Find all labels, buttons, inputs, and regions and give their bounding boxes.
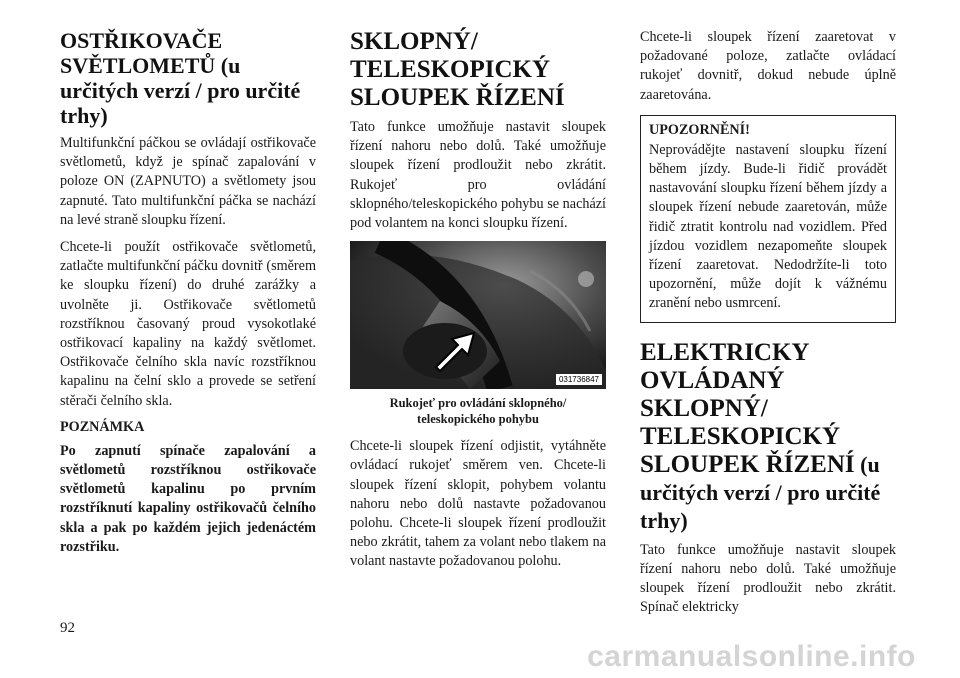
paragraph: Tato funkce umožňuje nastavit sloupek řízení nahoru nebo dolů. Také umožňuje sloupek řízení prodloužit nebo zkrátit. Spínač elektricky (640, 541, 896, 616)
steering-column-illustration (350, 241, 606, 389)
figure-caption: Rukojeť pro ovládání sklopného/ teleskopického pohybu (389, 396, 567, 427)
paragraph: Tato funkce umožňuje nastavit sloupek řízení nahoru nebo dolů. Také umožňuje sloupek řízení prodloužit nebo zkrátit. Rukojeť pro ovládání sklopného/teleskopického pohybu se nachází pod volantem na konci sloupku řízení. (350, 119, 606, 232)
page-number: 92 (60, 620, 75, 636)
note-title: POZNÁMKA (60, 418, 145, 435)
column-middle (350, 28, 606, 580)
section-heading-power-column (640, 339, 896, 535)
warning-title: UPOZORNĚNÍ! (649, 121, 750, 138)
heading-qualifier: (u určitých verzí / pro určité trhy) (640, 451, 881, 533)
steering-column-photo (350, 241, 606, 389)
paragraph: Chcete-li sloupek řízení zaaretovat v požadované poloze, zatlačte ovládací rukojeť dovnitř, dokud nebude úplně zaaretována. (640, 29, 896, 103)
heading-main: ELEKTRICKY OVLÁDANÝ SKLOPNÝ/ TELESKOPICKÝ SLOUPEK ŘÍZENÍ (640, 338, 855, 478)
paragraph: Chcete-li použít ostřikovače světlometů, zatlačte multifunkční páčku dovnitř (směrem ke sloupku řízení) do druhé zarážky a uvolněte ji. Ostřikovače světlometů rozstříknou časovaný proud vysokotlaké ostřikovací kapaliny na každý světlomet. Ostřikovače čelního skla navíc rozstříknou kapalinu na čelní sklo a provede se setření stěrači čelního skla. (60, 239, 316, 409)
note-body: Po zapnutí spínače zapalování a světlometů rozstříknou ostřikovače světlometů kapalinu po prvním rozstříknutí kapaliny ostřikovačů čelního skla a pak po každém jejich jedenáctém rozstřiku. (60, 442, 316, 555)
figure-code: 031736847 (556, 374, 602, 385)
warning-box (640, 115, 896, 323)
section-heading-headlight-washers: OSTŘIKOVAČE SVĚTLOMETŮ (u určitých verzí / pro určité trhy) (60, 28, 301, 128)
warning-body: Neprovádějte nastavení sloupku řízení během jízdy. Bude-li řidič provádět nastavování sloupku řízení během jízdy a sloupek řízení nebude zaaretován, může řidič ztratit kontrolu nad vozidlem. Před jízdou vozidlem nezapomeňte sloupek řízení zaaretovat. Nedodržíte-li toto upozornění, může dojít k vážnému zranění nebo usmrcení. (649, 141, 887, 312)
section-heading-tilt-telescopic-column: SKLOPNÝ/ TELESKOPICKÝ SLOUPEK ŘÍZENÍ (350, 28, 565, 111)
column-right (640, 28, 896, 625)
watermark: carmanualsonline.info (587, 640, 916, 673)
paragraph: Chcete-li sloupek řízení odjistit, vytáhněte ovládací rukojeť směrem ven. Chcete-li sloupek řízení sklopit, pohybem volantu nahoru nebo dolů nastavte požadovanou polohu. Chcete-li sloupek řízení prodloužit nebo zkrátit, tahem za volant nebo tlakem na volant nastavte požadovanou polohu. (350, 438, 606, 570)
column-left (60, 28, 316, 565)
paragraph: Multifunkční páčkou se ovládají ostřikovače světlometů, když je spínač zapalování v poloze ON (ZAPNUTO) a světlomety jsou zapnuté. Tato multifunkční páčka se nachází na levé straně sloupku řízení. (60, 135, 316, 228)
